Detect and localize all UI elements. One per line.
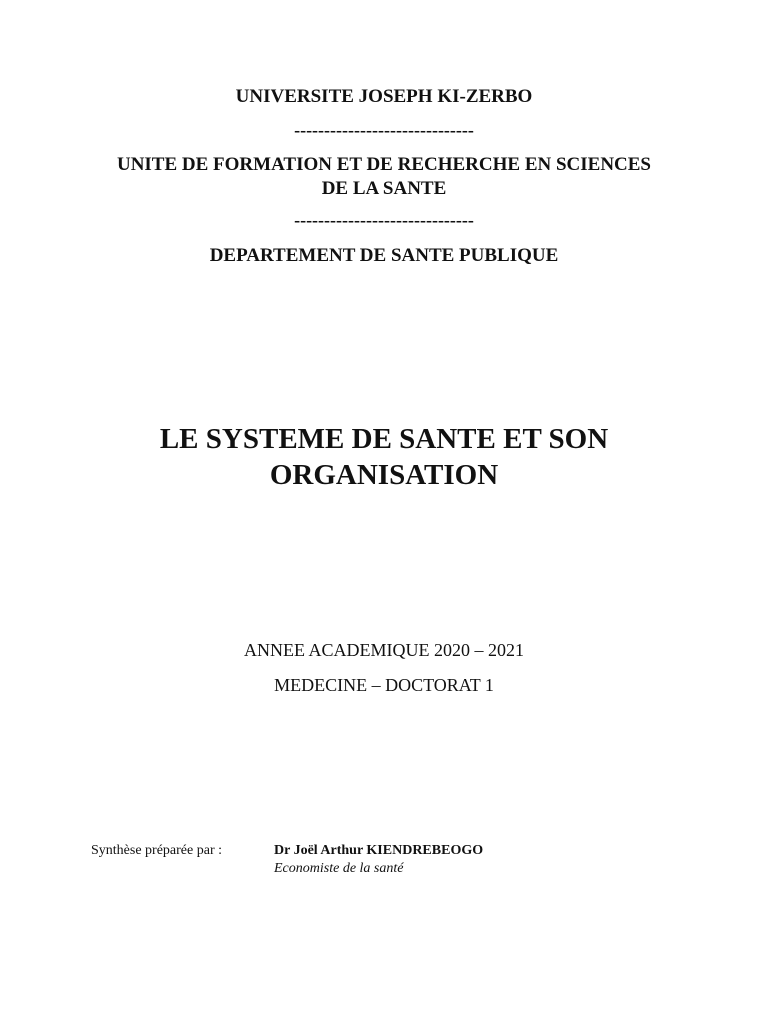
ufr-name-line2: DE LA SANTE (321, 178, 447, 199)
academic-year: ANNEE ACADEMIQUE 2020 – 2021 (244, 640, 524, 660)
author-block (91, 843, 691, 883)
program: MEDECINE – DOCTORAT 1 (274, 675, 494, 695)
document-title-line1: LE SYSTEME DE SANTE ET SON (159, 423, 609, 455)
separator-line: ------------------------------ (294, 120, 474, 140)
author-label: Synthèse préparée par : (91, 843, 222, 858)
author-name: Dr Joël Arthur KIENDREBEOGO (274, 843, 484, 858)
department-name: DEPARTEMENT DE SANTE PUBLIQUE (209, 245, 559, 266)
ufr-name-line1: UNITE DE FORMATION ET DE RECHERCHE EN SCIENCES (116, 154, 652, 175)
author-role: Economiste de la santé (274, 861, 404, 876)
separator-line: ------------------------------ (294, 210, 474, 230)
document-title-line2: ORGANISATION (269, 459, 499, 491)
university-name: UNIVERSITE JOSEPH KI-ZERBO (235, 86, 533, 107)
